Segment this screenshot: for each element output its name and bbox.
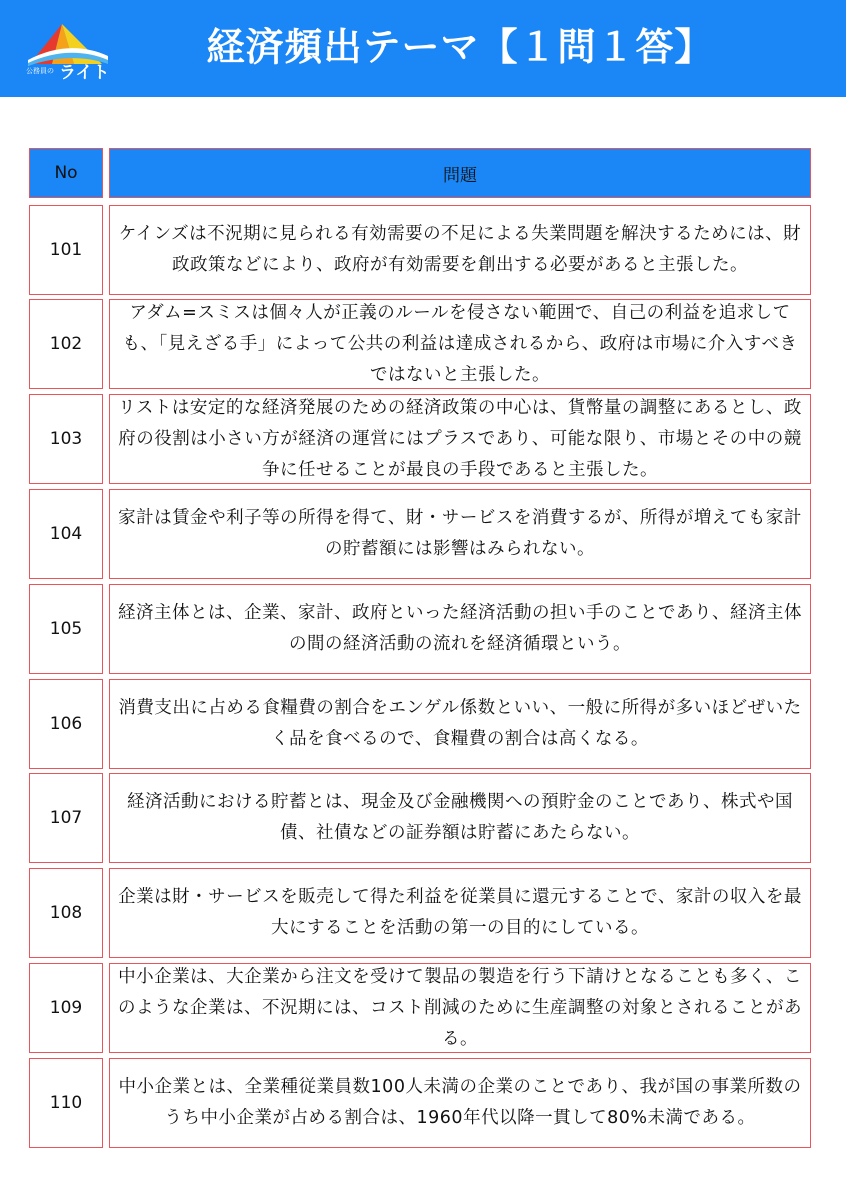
question-text: 消費支出に占める食糧費の割合をエンゲル係数といい、一般に所得が多いほどぜいたく品を食べるので、食糧費の割合は高くなる。: [118, 698, 802, 749]
question-text: 経済主体とは、企業、家計、政府といった経済活動の担い手のことであり、経済主体の間の経済活動の流れを経済循環という。: [118, 603, 802, 654]
table-row: [0, 584, 846, 674]
logo-small-text: 公務員の: [26, 67, 54, 75]
row-number: 105: [29, 584, 103, 674]
table-row: [0, 868, 846, 958]
row-number: 108: [29, 868, 103, 958]
question-cell: [109, 963, 811, 1053]
table-row: [0, 773, 846, 863]
row-number: 103: [29, 394, 103, 484]
question-text: 中小企業は、大企業から注文を受けて製品の製造を行う下請けとなることも多く、このような企業は、不況期には、コスト削減のために生産調整の対象とされることがある。: [118, 966, 802, 1049]
row-number: 106: [29, 679, 103, 769]
row-number: 101: [29, 205, 103, 295]
question-text: 経済活動における貯蓄とは、現金及び金融機関への預貯金のことであり、株式や国債、社債などの証券額は貯蓄にあたらない。: [127, 792, 793, 843]
table-row: [0, 205, 846, 295]
question-cell: [109, 868, 811, 958]
header-cell-question: 問題: [109, 148, 811, 198]
row-number: 107: [29, 773, 103, 863]
question-cell: [109, 205, 811, 295]
question-text: 中小企業とは、全業種従業員数100人未満の企業のことであり、我が国の事業所数のうち中小企業が占める割合は、1960年代以降一貫して80%未満である。: [118, 1077, 802, 1128]
logo-brand-name: ライト: [59, 63, 110, 83]
brand-logo: [26, 20, 110, 84]
table-row: [0, 679, 846, 769]
table-row: [0, 394, 846, 484]
row-number: 109: [29, 963, 103, 1053]
question-text: リストは安定的な経済発展のための経済政策の中心は、貨幣量の調整にあるとし、政府の役割は小さい方が経済の運営にはプラスであり、可能な限り、市場とその中の競争に任せることが最良の手段であると主張した。: [118, 397, 802, 480]
question-cell: [109, 394, 811, 484]
question-cell: [109, 299, 811, 389]
question-text: 家計は賃金や利子等の所得を得て、財・サービスを消費するが、所得が増えても家計の貯蓄額には影響はみられない。: [118, 508, 802, 559]
question-text: 企業は財・サービスを販売して得た利益を従業員に還元することで、家計の収入を最大にすることを活動の第一の目的にしている。: [118, 887, 802, 938]
question-cell: [109, 489, 811, 579]
table-row: [0, 489, 846, 579]
table-row: [0, 299, 846, 389]
row-number: 102: [29, 299, 103, 389]
question-cell: [109, 584, 811, 674]
page-title: 経済頻出テーマ【１問１答】: [206, 25, 714, 69]
row-number: 104: [29, 489, 103, 579]
table-row: [0, 1058, 846, 1148]
row-number: 110: [29, 1058, 103, 1148]
header-cell-no: No: [29, 148, 103, 198]
question-cell: [109, 1058, 811, 1148]
question-text: アダム=スミスは個々人が正義のルールを侵さない範囲で、自己の利益を追求しても、「見えざる手」によって公共の利益は達成されるから、政府は市場に介入すべきではないと主張した。: [122, 302, 798, 385]
page-header: [0, 0, 846, 97]
question-cell: [109, 773, 811, 863]
question-cell: [109, 679, 811, 769]
table-row: [0, 963, 846, 1053]
question-text: ケインズは不況期に見られる有効需要の不足による失業問題を解決するためには、財政政策などにより、政府が有効需要を創出する必要があると主張した。: [118, 224, 802, 275]
